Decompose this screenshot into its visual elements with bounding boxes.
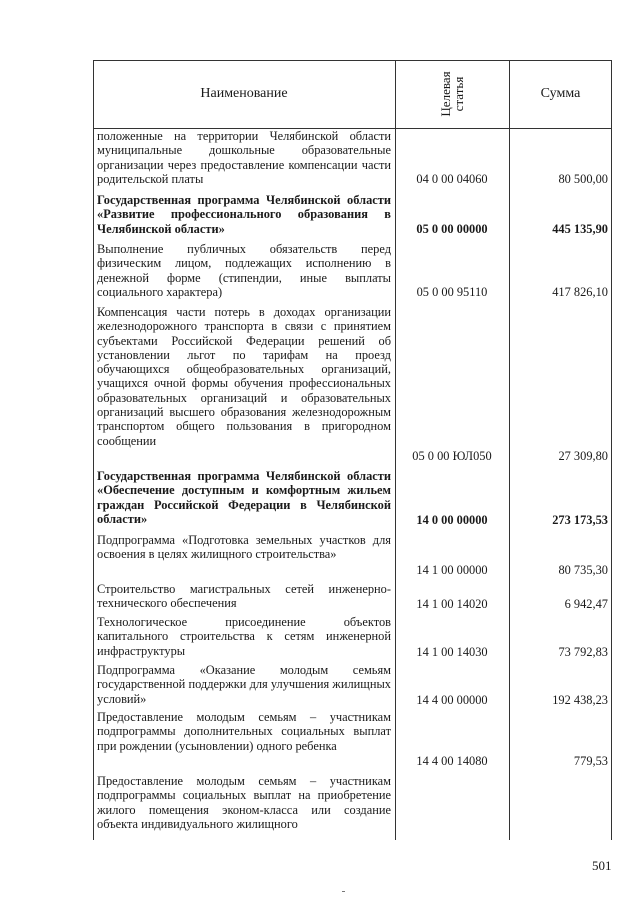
header-code bbox=[395, 60, 509, 128]
row-name: Предоставление молодым семьям – участникам подпрограммы дополнительных социальных выплат при рождении (усыновлении) одного ребенка bbox=[97, 710, 391, 753]
row-name: положенные на территории Челябинской области муниципальные дошкольные образовательные организации через предоставление компенсации части родительской платы bbox=[97, 129, 391, 186]
header-code-line2: статья bbox=[451, 76, 466, 112]
row-code: 05 0 00 00000 bbox=[416, 222, 488, 236]
row-code: 14 0 00 00000 bbox=[416, 513, 488, 527]
header-sum: Сумма bbox=[540, 86, 581, 101]
row-sum: 27 309,80 bbox=[558, 449, 608, 463]
row-name: Выполнение публичных обязательств перед физическим лицом, подлежащих исполнению в денежной форме (стипендии, иные выплаты социального характера) bbox=[97, 242, 391, 299]
row-name: Подпрограмма «Подготовка земельных участков для освоения в целях жилищного строительства» bbox=[97, 533, 391, 562]
table-border-right bbox=[611, 60, 612, 840]
row-name: Государственная программа Челябинской области «Обеспечение доступным и комфортным жильем граждан Российской Федерации в Челябинской области» bbox=[97, 469, 391, 526]
row-sum: 6 942,47 bbox=[564, 597, 608, 611]
row-name: Строительство магистральных сетей инженерно-технического обеспечения bbox=[97, 582, 391, 611]
scan-mark bbox=[342, 891, 345, 892]
row-name: Подпрограмма «Оказание молодым семьям государственной поддержки для улучшения жилищных условий» bbox=[97, 663, 391, 706]
row-name: Компенсация части потерь в доходах организации железнодорожного транспорта в связи с принятием субъектами Российской Федерации решений об установлении льгот по тарифам на проезд обучающихся общеобразовательных организаций, учащихся очной формы обучения профессиональных образовательных организаций и образовательных организаций высшего образования железнодорожным транспортом общего пользования в пригородном сообщении bbox=[97, 305, 391, 448]
row-name: Предоставление молодым семьям – участникам подпрограммы социальных выплат на приобретение жилого помещения эконом-класса или создание объекта индивидуального жилищного bbox=[97, 774, 391, 831]
row-sum: 192 438,23 bbox=[552, 693, 608, 707]
budget-table bbox=[93, 60, 612, 840]
row-code: 14 4 00 14080 bbox=[416, 754, 488, 768]
table-border-left bbox=[93, 60, 94, 840]
row-code: 14 1 00 14020 bbox=[416, 597, 488, 611]
row-code: 05 0 00 95110 bbox=[416, 285, 488, 299]
row-name: Государственная программа Челябинской области «Развитие профессионального образования в Челябинской области» bbox=[97, 193, 391, 236]
header-code-line1: Целевая bbox=[438, 71, 453, 117]
row-code: 14 1 00 00000 bbox=[416, 563, 488, 577]
row-code: 05 0 00 ЮЛ050 bbox=[412, 449, 492, 463]
row-sum: 73 792,83 bbox=[558, 645, 608, 659]
row-sum: 80 500,00 bbox=[558, 172, 608, 186]
header-name: Наименование bbox=[200, 86, 288, 101]
row-sum: 445 135,90 bbox=[552, 222, 608, 236]
row-sum: 80 735,30 bbox=[558, 563, 608, 577]
row-code: 14 4 00 00000 bbox=[416, 693, 488, 707]
page-number: 501 bbox=[592, 858, 612, 873]
row-code: 04 0 00 04060 bbox=[416, 172, 488, 186]
row-name: Технологическое присоединение объектов капитального строительства к сетям инженерной инфраструктуры bbox=[97, 615, 391, 658]
row-sum: 273 173,53 bbox=[552, 513, 608, 527]
row-code: 14 1 00 14030 bbox=[416, 645, 488, 659]
row-sum: 779,53 bbox=[573, 754, 608, 768]
row-sum: 417 826,10 bbox=[552, 285, 608, 299]
